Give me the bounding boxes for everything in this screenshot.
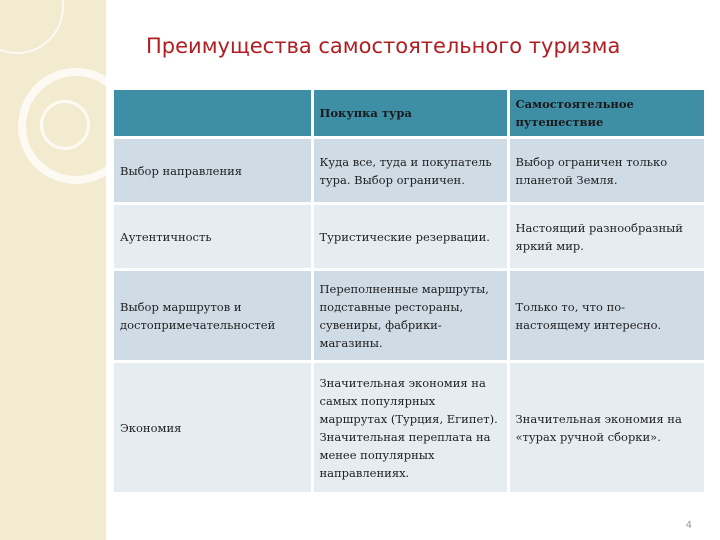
- tour-cell: Переполненные маршруты, подставные рестораны, сувениры, фабрики-магазины.: [312, 270, 508, 362]
- slide-title: Преимущества самостоятельного туризма: [146, 34, 621, 58]
- decorative-ring-small: [40, 100, 90, 150]
- decorative-ring-top: [0, 0, 64, 54]
- tour-cell: Значительная экономия на самых популярных маршрутах (Турция, Египет). Значительная переплата на менее популярных направлениях.: [312, 362, 508, 494]
- header-empty-cell: [114, 90, 312, 138]
- independent-cell: Выбор ограничен только планетой Земля.: [508, 138, 704, 204]
- row-label: Аутентичность: [114, 204, 312, 270]
- table-row: [114, 138, 704, 204]
- table-row: [114, 362, 704, 494]
- independent-cell: Значительная экономия на «турах ручной сборки».: [508, 362, 704, 494]
- tour-cell: Куда все, туда и покупатель тура. Выбор ограничен.: [312, 138, 508, 204]
- row-label: Экономия: [114, 362, 312, 494]
- row-label: Выбор направления: [114, 138, 312, 204]
- header-tour-purchase: Покупка тура: [312, 90, 508, 138]
- table-row: [114, 204, 704, 270]
- row-label: Выбор маршрутов и достопримечательностей: [114, 270, 312, 362]
- header-independent-travel: Самостоятельное путешествие: [508, 90, 704, 138]
- independent-cell: Настоящий разнообразный яркий мир.: [508, 204, 704, 270]
- page-number: 4: [685, 520, 692, 531]
- comparison-table: [114, 90, 704, 495]
- table-header-row: [114, 90, 704, 138]
- decorative-side-stripe: [0, 0, 106, 540]
- tour-cell: Туристические резервации.: [312, 204, 508, 270]
- independent-cell: Только то, что по-настоящему интересно.: [508, 270, 704, 362]
- table-row: [114, 270, 704, 362]
